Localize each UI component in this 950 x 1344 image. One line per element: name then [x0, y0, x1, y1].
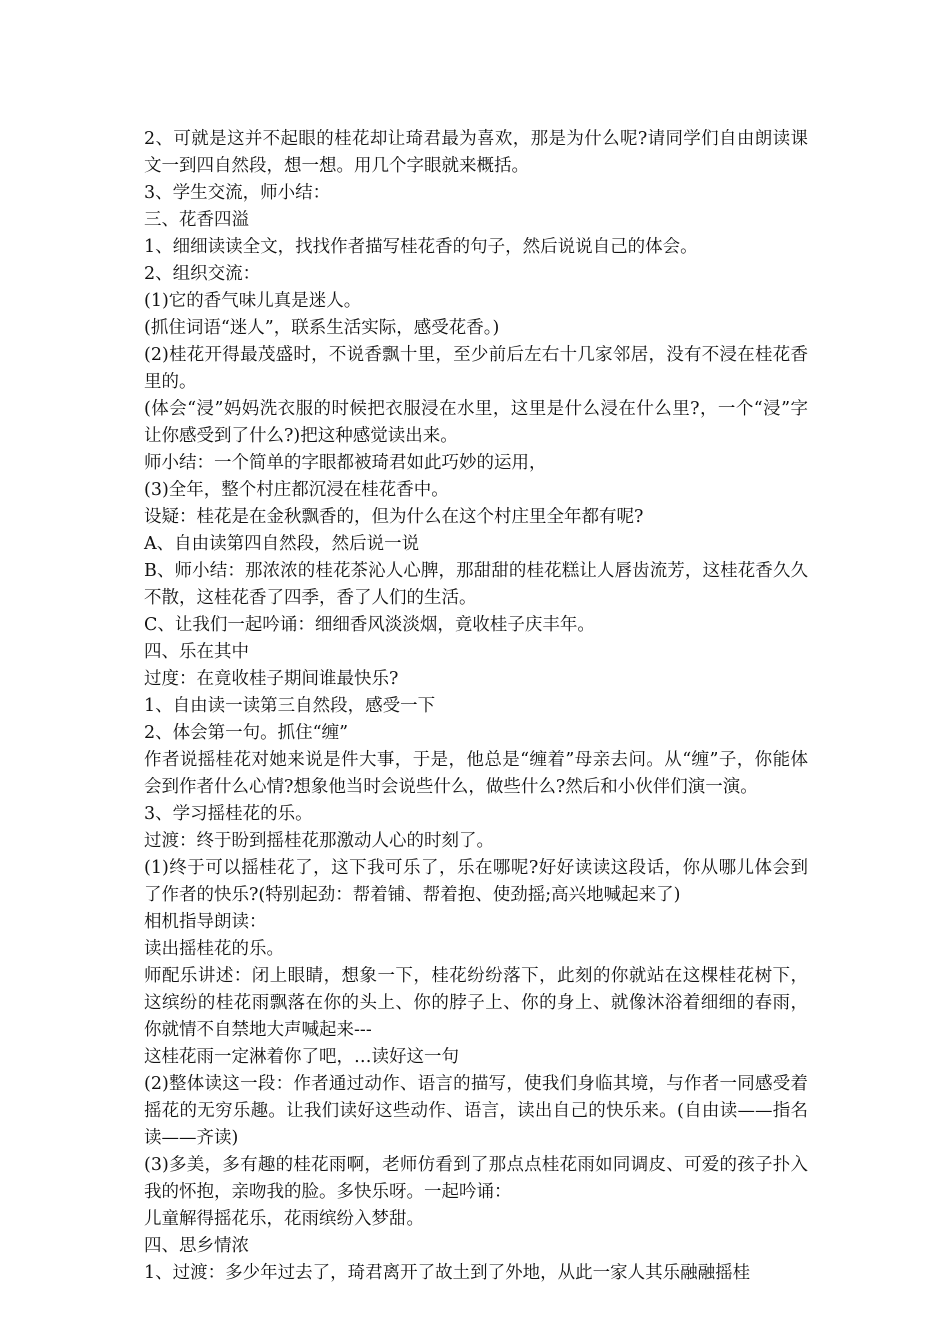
paragraph: A、自由读第四自然段，然后说一说: [144, 534, 420, 554]
paragraph: C、让我们一起吟诵：细细香风淡淡烟，竟收桂子庆丰年。: [144, 615, 595, 635]
paragraph: (2)桂花开得最茂盛时，不说香飘十里，至少前后左右十几家邻居，没有不浸在桂花香里的。: [144, 345, 808, 392]
section-heading: 三、花香四溢: [144, 210, 249, 230]
paragraph: 1、自由读一读第三自然段，感受一下: [144, 696, 436, 716]
paragraph: 设疑：桂花是在金秋飘香的，但为什么在这个村庄里全年都有呢?: [144, 507, 644, 527]
paragraph: (3)全年，整个村庄都沉浸在桂花香中。: [144, 480, 449, 500]
paragraph: 1、细细读读全文，找找作者描写桂花香的句子，然后说说自己的体会。: [144, 237, 698, 257]
section-heading: 四、乐在其中: [144, 642, 249, 662]
section-heading: 四、思乡情浓: [144, 1236, 249, 1256]
document-page: [144, 126, 808, 1287]
paragraph: 作者说摇桂花对她来说是件大事，于是，他总是“缠着”母亲去问。从“缠”子，你能体会到作者什么心情?想象他当时会说些什么，做些什么?然后和小伙伴们演一演。: [144, 750, 808, 797]
paragraph: 过渡：终于盼到摇桂花那激动人心的时刻了。: [144, 831, 494, 851]
paragraph: 过度：在竟收桂子期间谁最快乐?: [144, 669, 399, 689]
paragraph: B、师小结：那浓浓的桂花茶沁人心脾，那甜甜的桂花糕让人唇齿流芳，这桂花香久久不散，这桂花香了四季，香了人们的生活。: [144, 561, 808, 608]
paragraph: 读出摇桂花的乐。: [144, 939, 284, 959]
paragraph: 3、学习摇桂花的乐。: [144, 804, 313, 824]
paragraph: 师小结：一个简单的字眼都被琦君如此巧妙的运用，: [144, 453, 547, 473]
paragraph: (1)终于可以摇桂花了，这下我可乐了，乐在哪呢?好好读读这段话，你从哪儿体会到了作者的快乐?(特别起劲：帮着铺、帮着抱、使劲摇;高兴地喊起来了): [144, 858, 808, 905]
paragraph: 1、过渡：多少年过去了，琦君离开了故土到了外地，从此一家人其乐融融摇桂: [144, 1263, 751, 1283]
paragraph: 师配乐讲述：闭上眼睛，想象一下，桂花纷纷落下，此刻的你就站在这棵桂花树下，这缤纷的桂花雨飘落在你的头上、你的脖子上、你的身上、就像沐浴着细细的春雨，你就情不自禁地大声喊起来---: [144, 966, 808, 1040]
paragraph: 儿童解得摇花乐，花雨缤纷入梦甜。: [144, 1209, 424, 1229]
paragraph: 相机指导朗读：: [144, 912, 267, 932]
paragraph: (3)多美，多有趣的桂花雨啊，老师仿看到了那点点桂花雨如同调皮、可爱的孩子扑入我的怀抱，亲吻我的脸。多快乐呀。一起吟诵：: [144, 1155, 808, 1202]
paragraph: 2、可就是这并不起眼的桂花却让琦君最为喜欢，那是为什么呢?请同学们自由朗读课文一到四自然段，想一想。用几个字眼就来概括。: [144, 129, 808, 176]
paragraph: 2、组织交流：: [144, 264, 261, 284]
paragraph: 这桂花雨一定淋着你了吧，…读好这一句: [144, 1047, 459, 1067]
paragraph: (体会“浸”妈妈洗衣服的时候把衣服浸在水里，这里是什么浸在什么里?，一个“浸”字让你感受到了什么?)把这种感觉读出来。: [144, 399, 808, 446]
paragraph: (1)它的香气味儿真是迷人。: [144, 291, 362, 311]
paragraph: (抓住词语“迷人”，联系生活实际，感受花香。): [144, 318, 500, 338]
paragraph: (2)整体读这一段：作者通过动作、语言的描写，使我们身临其境，与作者一同感受着摇花的无穷乐趣。让我们读好这些动作、语言，读出自己的快乐来。(自由读——指名读——齐读): [144, 1074, 808, 1148]
paragraph: 2、体会第一句。抓住“缠”: [144, 723, 349, 743]
paragraph: 3、学生交流，师小结：: [144, 183, 331, 203]
